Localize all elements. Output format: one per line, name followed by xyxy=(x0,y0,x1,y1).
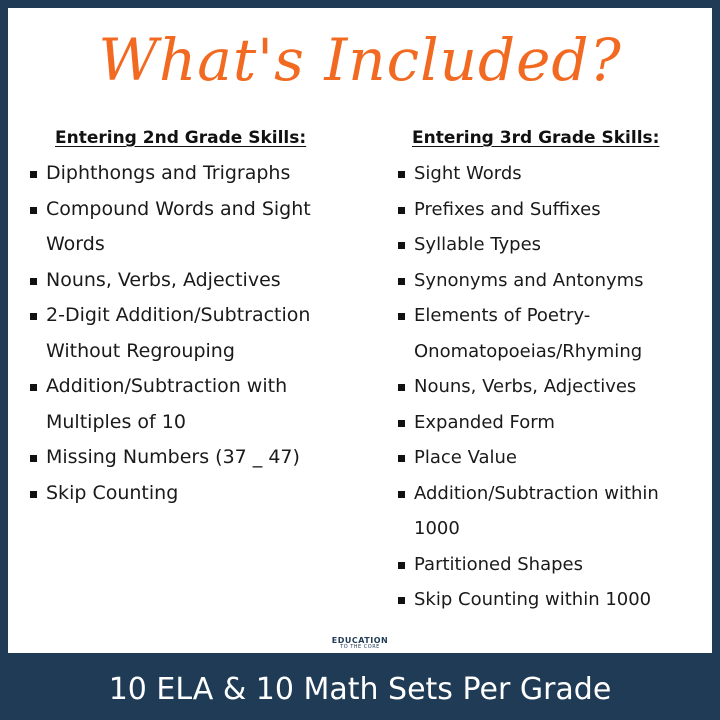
skill-item: Nouns, Verbs, Adjectives xyxy=(30,263,360,299)
page-title: What's Included? xyxy=(98,26,622,94)
square-bullet-icon xyxy=(398,420,405,427)
skill-item: Missing Numbers (37 _ 47) xyxy=(30,440,360,476)
skill-item: Addition/Subtraction within 1000 xyxy=(398,476,708,547)
square-bullet-icon xyxy=(398,384,405,391)
skill-item: Compound Words and Sight Words xyxy=(30,192,360,263)
square-bullet-icon xyxy=(30,384,37,391)
square-bullet-icon xyxy=(30,278,37,285)
square-bullet-icon xyxy=(30,207,37,214)
square-bullet-icon xyxy=(398,242,405,249)
logo-line-2: TO THE CORE xyxy=(340,644,380,650)
skill-item: Partitioned Shapes xyxy=(398,547,708,583)
square-bullet-icon xyxy=(398,597,405,604)
skill-item: Skip Counting within 1000 xyxy=(398,582,708,618)
right-column xyxy=(398,128,708,618)
brand-logo xyxy=(8,636,712,650)
skill-item: Addition/Subtraction with Multiples of 10 xyxy=(30,369,360,440)
right-column-heading: Entering 3rd Grade Skills: xyxy=(412,128,660,148)
skill-item: Skip Counting xyxy=(30,476,360,512)
skill-item: Diphthongs and Trigraphs xyxy=(30,156,360,192)
square-bullet-icon xyxy=(398,455,405,462)
skill-item: Elements of Poetry- Onomatopoeias/Rhyming xyxy=(398,298,708,369)
content-card xyxy=(8,8,712,653)
skill-item: 2-Digit Addition/Subtraction Without Regrouping xyxy=(30,298,360,369)
skill-item: Expanded Form xyxy=(398,405,708,441)
square-bullet-icon xyxy=(30,491,37,498)
square-bullet-icon xyxy=(398,313,405,320)
square-bullet-icon xyxy=(30,171,37,178)
skill-item: Syllable Types xyxy=(398,227,708,263)
square-bullet-icon xyxy=(398,171,405,178)
left-column-heading: Entering 2nd Grade Skills: xyxy=(55,128,307,148)
square-bullet-icon xyxy=(398,562,405,569)
skill-item: Prefixes and Suffixes xyxy=(398,192,708,228)
square-bullet-icon xyxy=(30,313,37,320)
square-bullet-icon xyxy=(398,278,405,285)
skill-item: Nouns, Verbs, Adjectives xyxy=(398,369,708,405)
skill-item: Sight Words xyxy=(398,156,708,192)
left-skills-list xyxy=(30,156,360,511)
square-bullet-icon xyxy=(398,207,405,214)
square-bullet-icon xyxy=(30,455,37,462)
left-column xyxy=(30,128,360,511)
logo-line-1: EDUCATION xyxy=(331,636,389,645)
square-bullet-icon xyxy=(398,491,405,498)
skill-item: Place Value xyxy=(398,440,708,476)
footer-banner: 10 ELA & 10 Math Sets Per Grade xyxy=(108,672,612,707)
skill-item: Synonyms and Antonyms xyxy=(398,263,708,299)
right-skills-list xyxy=(398,156,708,618)
